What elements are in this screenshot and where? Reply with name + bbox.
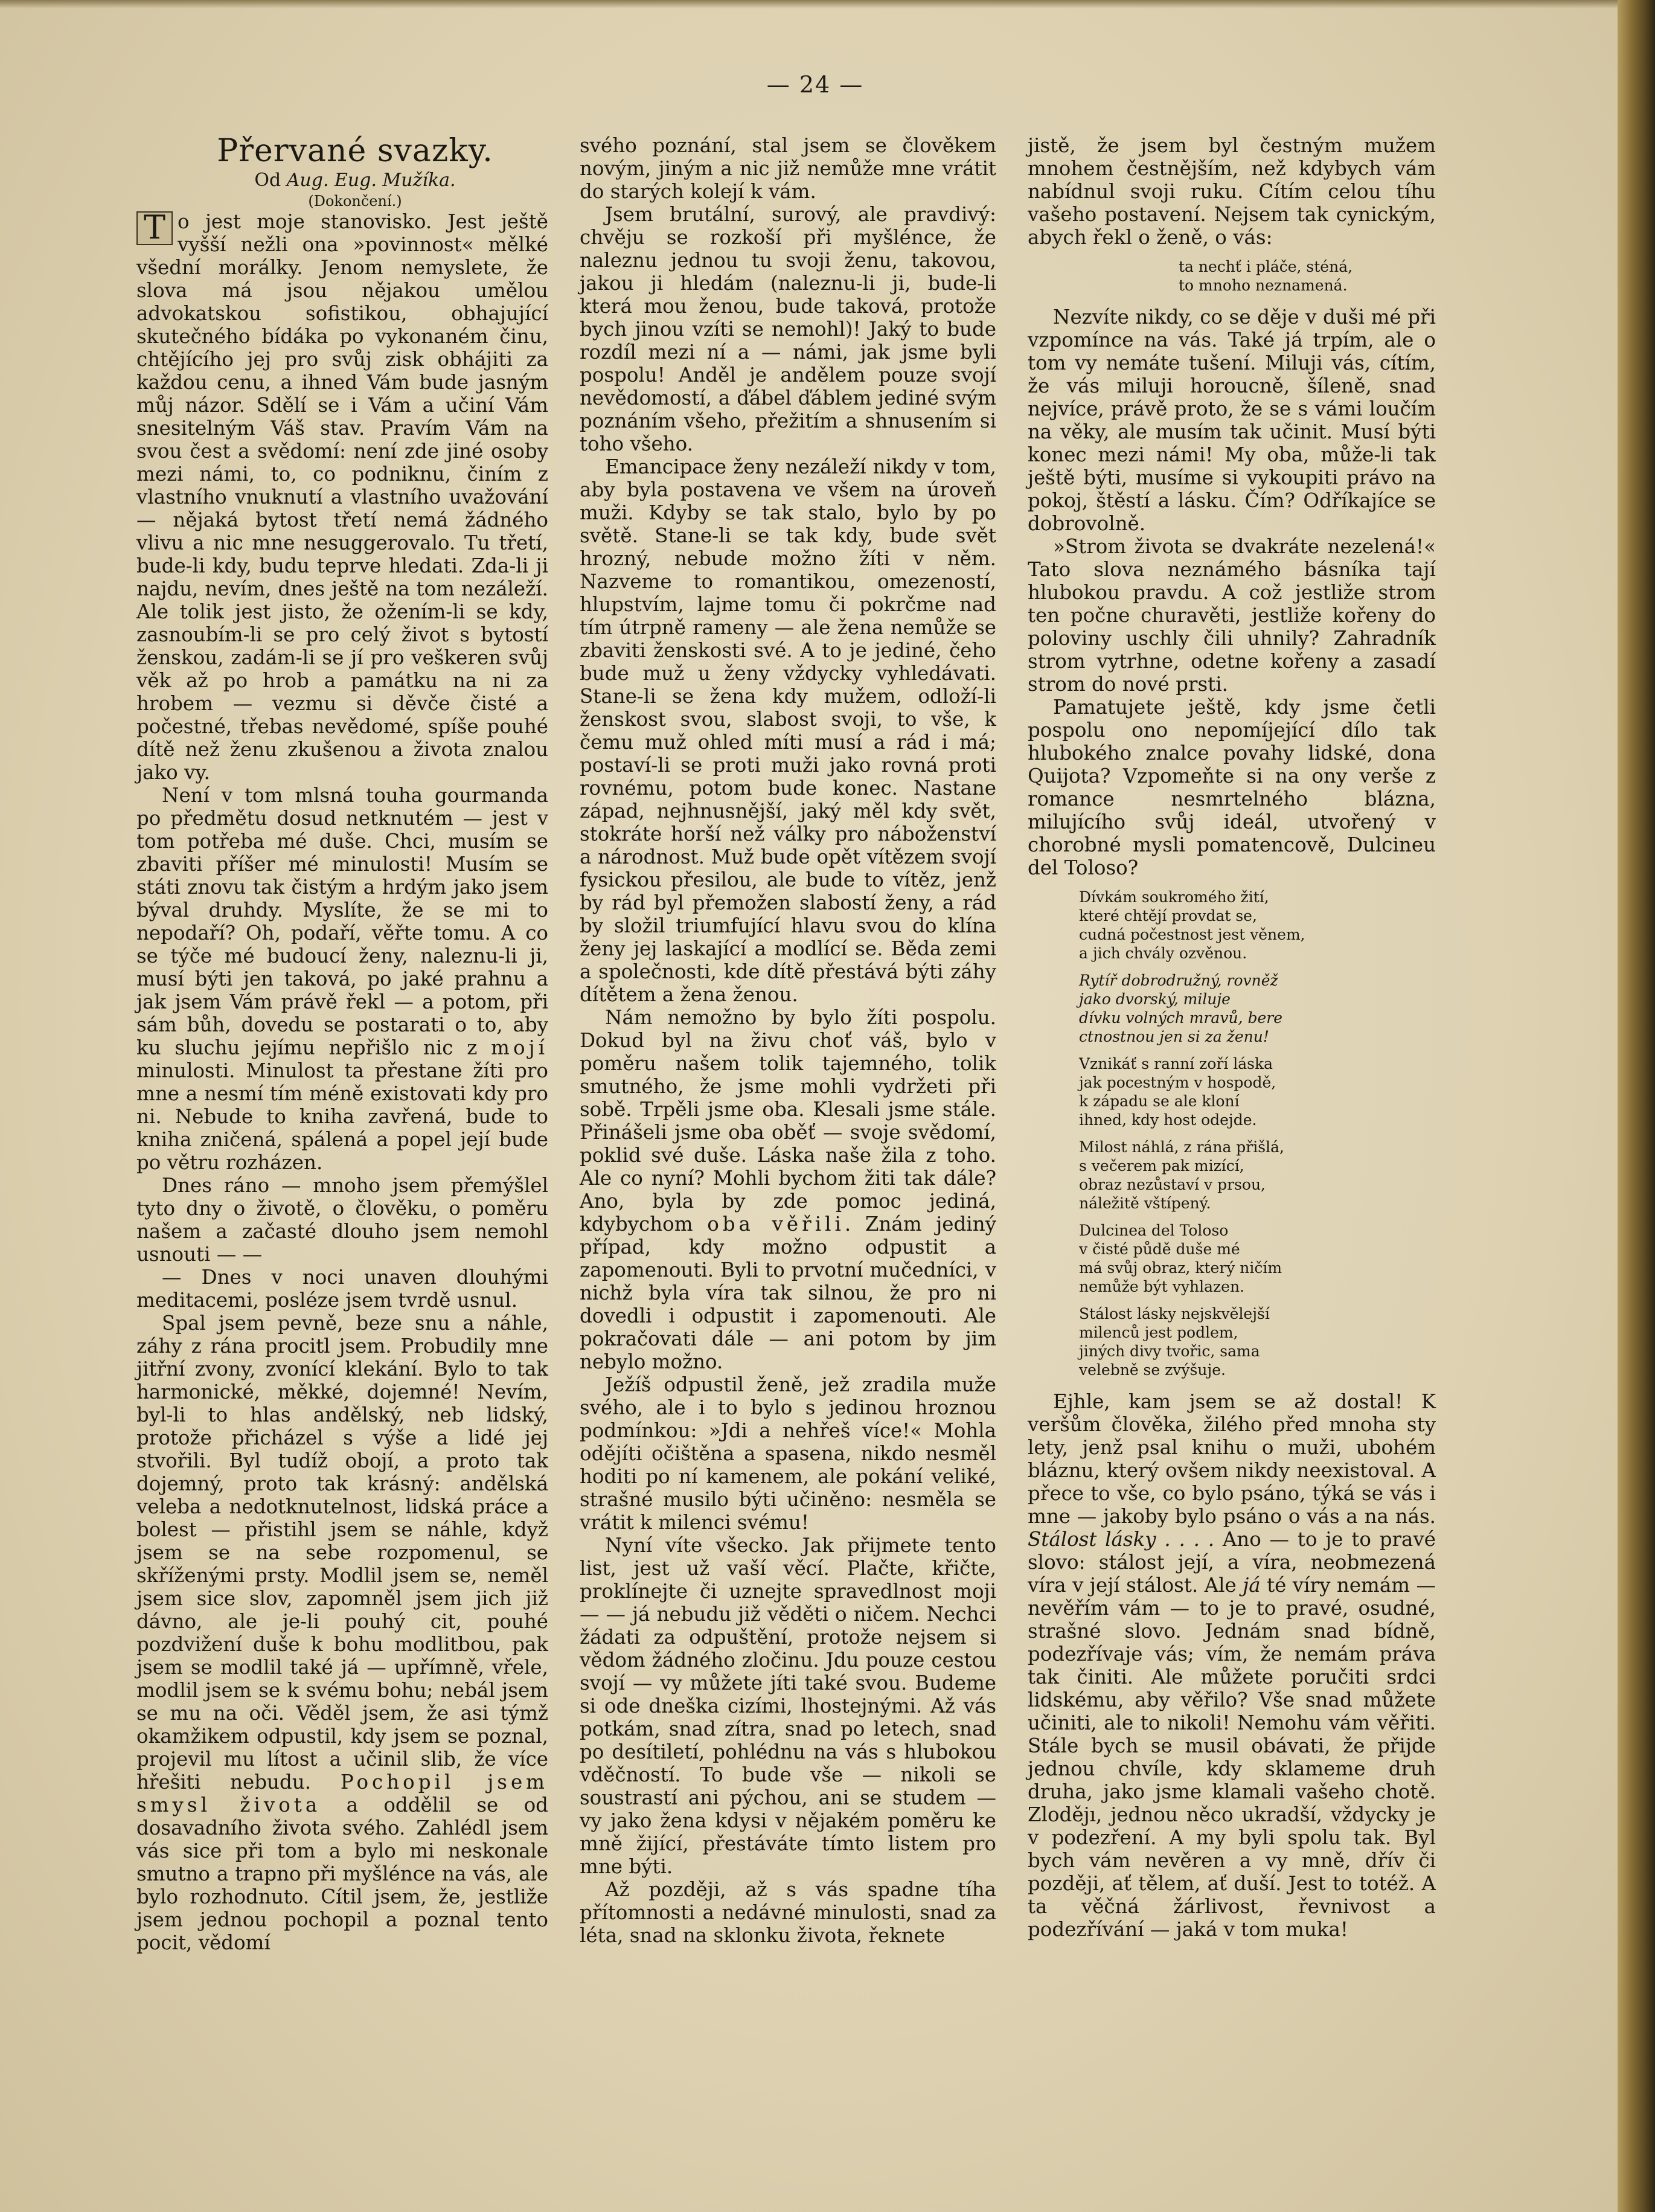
paragraph-text: té víry nemám — nevěřím vám — to je to pravé, osudné, strašné slovo. Jednám snad bídně, podezřívaje vás; vím, že nemám práva tak činiti. Ale můžete poručiti srdci lidskému, aby věřilo? Vše snad můžete učiniti, ale to nikoli! Nemohu vám věřiti. Stále bych se musil obávati, že přijde jednou chvíle, kdy sklameme druh druha, jako jsme klamali vašeho chotě. Zlodějı, jednou něco ukradší, vždycky je v podezření. A my byli spolu tak. Byl bych vám nevěren a vy mně, dřív či později, ať tělem, ať duší. Jest to totéž. A ta věčná žárlivost, řevnivost a podezřívání — jaká v tom muka! bbox=[1028, 1574, 1436, 1941]
emphasis-italic: Stálost lásky . . . . bbox=[1028, 1528, 1215, 1551]
column-3 bbox=[1028, 134, 1436, 1941]
stanza bbox=[1079, 1138, 1436, 1213]
verse-line: má svůj obraz, který ničím bbox=[1079, 1259, 1282, 1277]
paragraph: svého poznání, stal jsem se člověkem novým, jiným a nic již nemůže mne vrátit do starých kolejí k vám. bbox=[580, 134, 996, 203]
verse-line: milenců jest podlem, bbox=[1079, 1324, 1238, 1341]
verse-line: Dulcinea del Toloso bbox=[1079, 1222, 1229, 1239]
paragraph-text: Ano — to je to pravé slovo: stálost její, a víra, neobmezená víra v její stálost. Ale bbox=[1028, 1528, 1436, 1597]
stanza bbox=[1079, 1304, 1436, 1379]
verse-line: ctnostnou jen si za ženu! bbox=[1079, 1028, 1269, 1045]
paragraph bbox=[136, 210, 548, 784]
emphasis-spaced: mojí bbox=[491, 1036, 548, 1059]
emphasis-spaced: Pochopil jsem smysl života bbox=[136, 1771, 548, 1816]
verse-line: Stálost lásky nejskvělejší bbox=[1079, 1305, 1270, 1322]
paragraph: Emancipace ženy nezáleží nikdy v tom, aby byla postavena ve všem na úroveň muži. Kdyby se tak stalo, bylo by po světě. Stane-li se tak kdy, bude svět hrozný, nebude možno žíti v něm. Nazveme to romantikou, omezeností, hlupstvím, lajme tomu či pokrčme nad tím útrpně rameny — ale žena nemůže se zbaviti ženskosti své. A to je jediné, čeho bude muž u ženy vždycky vyhledávati. Stane-li se žena kdy mužem, odloží-li ženskost svou, slabost svoji, to vše, k čemu muž ohled míti musí a rád i má; postaví-li se proti muži jako rovná proti rovnému, potom bude konec. Nastane západ, nejhnusnější, jaký měl kdy svět, stokráte horší než války pro náboženství a národnost. Muž bude opět vítězem svojí fysickou přesilou, ale bude to vítěz, jenž by rád byl přemožen slabostí ženy, a rád by složil triumfující hlavu svou do klína ženy jej laskající a modlící se. Běda zemi a společnosti, kde dítě přestává býti záhy dítětem a žena ženou. bbox=[580, 455, 996, 1006]
drop-cap: T bbox=[136, 211, 173, 245]
paragraph bbox=[136, 1312, 548, 1954]
verse-quote bbox=[1028, 257, 1436, 295]
verse-line: ta nechť i pláče, sténá, bbox=[1179, 258, 1353, 275]
paragraph-text: minulosti. Minulost ta přestane žíti pro mne a nesmí tím méně existovati kdy pro ni. Nebude to kniha zavřená, bude to kniha zničená, spálená a popel její bude po větru rozházen. bbox=[136, 1059, 548, 1174]
verse-line: Vznikáť s ranní zoří láska bbox=[1079, 1055, 1273, 1072]
verse-line: k západu se ale kloní bbox=[1079, 1092, 1240, 1110]
paragraph-text: a oddělil se od dosavadního života svého. Zahlédl jsem vás sice při tom a bylo mi neskonale smutno a trapno při myšlénce na vás, ale bylo rozhodnuto. Cítil jsem, že, jestliže jsem jednou pochopil a poznal tento pocit, vědomí bbox=[136, 1794, 548, 1954]
verse-line: to mnoho neznamená. bbox=[1179, 277, 1348, 294]
verse-line: Dívkám soukromého žití, bbox=[1079, 888, 1269, 906]
verse-line: obraz nezůstaví v prsou, bbox=[1079, 1176, 1266, 1193]
paragraph: »Strom života se dvakráte nezelená!« Tato slova neznámého básníka tají hlubokou pravdu. A což jestliže strom ten počne churavěti, jestliže kořeny do polovinу uschly čili uhnily? Zahradník strom vytrhne, odetne kořeny a zasadí strom do nové prsti. bbox=[1028, 535, 1436, 696]
emphasis-spaced: oba věřili bbox=[707, 1213, 845, 1236]
paragraph-text: . Znám jediný případ, kdy možno odpustit a zapomenouti. Byli to prvotní mučedníci, v nichž byla víra tak silnou, že pro ni dovedli i odpustit i zapomenouti. Ale pokračovati dále — ani potom by jim nebylo možno. bbox=[580, 1213, 996, 1373]
byline-prefix: Od bbox=[254, 170, 281, 191]
article-title: Přervané svazky. bbox=[217, 133, 493, 169]
verse-line: nemůže být vyhlazen. bbox=[1079, 1278, 1244, 1295]
paragraph-text: Nám nemožno by bylo žíti pospolu. Dokud byl na živu choť váš, bylo v poměru našem tolik tajemného, tolik smutného, že jsme mohli vydržeti při sobě. Trpěli jsme oba. Klesali jsme stále. Přinášeli jsme oba oběť — svoje svědomí, poklid své duše. Láska naše žila z toho. Ale co nyní? Mohli bychom žiti tak dále? Ano, byla by zde pomoc jediná, kdybychom bbox=[580, 1006, 996, 1236]
paragraph-text: o jest moje stanovisko. Jest ještě vyšší nežli ona »povinnost« mělké všední morálky. Jenom nemyslete, že slova má jsou nějakou umělou advokatskou sofistikou, obhajující skutečného bídáka po vykonaném činu, chtějícího jej pro svůj zisk obhájiti za každou cenu, a ihned Vám bude jasným můj názor. Sdělí se i Vám a učiní Vám snesitelným Váš stav. Pravím Vám na svou čest a svědomí: není zde jiné osoby mezi námi, to, co podniknu, činím z vlastního vnuknutí a vlastního uvažování — nějaká bytost třetí nemá žádného vlivu a nic mne nesuggerovalo. Tu třetí, bude-li kdy, budu teprve hledati. Zda-li ji najdu, nevím, dnes ještě na tom nezáleží. Ale tolik jest jisto, že ožením-li se kdy, zasnoubím-li se pro celý život s bytostí ženskou, zadám-li se jí pro veškeren svůj věk až po hrob a památku na ni za hrobem — vezmu si děvče čisté a počestné, třebas nevědomé, spíše pouhé dítě než ženu zkušenou a života znalou jako vy. bbox=[136, 210, 548, 784]
byline bbox=[136, 169, 548, 192]
verse-line: jak pocestným v hospodě, bbox=[1079, 1074, 1276, 1091]
verse-line: které chtějí provdat se, bbox=[1079, 907, 1257, 925]
verse-line: a jich chvály ozvěnou. bbox=[1079, 944, 1247, 962]
paragraph bbox=[580, 1006, 996, 1373]
verse-line: Rytíř dobrodružný, rovněž bbox=[1079, 972, 1278, 989]
emphasis-italic: já bbox=[1243, 1574, 1261, 1597]
book-spine-edge bbox=[1618, 0, 1655, 2212]
verse-line: s večerem pak mizící, bbox=[1079, 1157, 1244, 1175]
paragraph: Ježíš odpustil ženě, jež zradila muže svého, ale i to bylo s jedinou hroznou podmínkou: »Jdi a nehřeš více!« Mohla odějíti očištěna a spasena, nikdo nesměl hoditi po ní kamenem, ale pokání veliké, strašné musilo býti učiněno: nesměla se vrátit k milenci svému! bbox=[580, 1373, 996, 1534]
verse-line: náležitě vštípený. bbox=[1079, 1194, 1211, 1212]
paragraph: Nyní víte všecko. Jak přijmete tento list, jest už vaší věcí. Plačte, křičte, proklínejte či uznejte spravedlnost moji — — já nebudu již věděti o ničem. Nechci žádati za odpuštění, protože nejsem si vědom žádného zločinu. Jdu pouze cestou svojí — vy můžete jíti také svou. Budeme si ode dneška cizími, lhostejnými. Až vás potkám, snad zítra, snad po letech, snad po desítiletí, pohlédnu na vás s hlubokou vděčností. To bude vše — nikoli se soustrastí ani pýchou, ani se studem — vy jako žena kdysi v nějakém poměru ke mně žijící, přestáváte tímto listem pro mne býti. bbox=[580, 1534, 996, 1878]
paragraph: Pamatujete ještě, kdy jsme četli pospolu ono nepomíjející dílo tak hlubokého znalce povahy lidské, dona Quijota? Vzpomeňte si na ony verše z romance nesmrtelného blázna, milujícího svůj ideál, utvořený v chorobné mysli pomatencově, Dulcineu del Toloso? bbox=[1028, 696, 1436, 879]
page-edge-top bbox=[0, 0, 1655, 8]
continuation-note: (Dokončení.) bbox=[308, 193, 402, 210]
paragraph: Dnes ráno — mnoho jsem přemýšlel tyto dny o životě, o člověku, o poměru našem a začasté dlouho jsem nemohl usnouti — — bbox=[136, 1174, 548, 1266]
paragraph bbox=[1028, 1390, 1436, 1941]
verse-line: ihned, kdy host odejde. bbox=[1079, 1111, 1257, 1129]
stanza bbox=[1079, 888, 1436, 963]
romance-verses bbox=[1028, 888, 1436, 1379]
verse-line: cudná počestnost jest věnem, bbox=[1079, 926, 1305, 943]
paragraph: — Dnes v noci unaven dlouhými meditacemi, posléze jsem tvrdě usnul. bbox=[136, 1266, 548, 1312]
paragraph: Jsem brutální, surový, ale pravdivý: chvěju se rozkoší při myšlénce, že naleznu jednou tu svoji ženu, takovou, jakou ji hledám (naleznu-li ji, bude-li která mou ženou, bude taková, protože bych jinou vzíti se nemohl)! Jaký to bude rozdíl mezi ní a — námi, jak jsme byli pospolu! Anděl je andělem pouze svojí nevědomostí, a ďábel ďáblem jediné svým poznáním všeho, přežitím a shnusením si toho všeho. bbox=[580, 203, 996, 455]
verse-line: jiných divy tvořic, sama bbox=[1079, 1342, 1260, 1360]
verse-line: Milost náhlá, z rána přišlá, bbox=[1079, 1138, 1284, 1156]
stanza bbox=[1079, 971, 1436, 1046]
verse-line: v čisté půdě duše mé bbox=[1079, 1240, 1240, 1258]
paragraph: Až později, až s vás spadne tíha přítomnosti a nedávné minulosti, snad za léta, snad na sklonku života, řeknete bbox=[580, 1878, 996, 1947]
column-1 bbox=[136, 133, 548, 1954]
paragraph: jistě, že jsem byl čestným mužem mnohem čestnějším, než kdybych vám nabídnul svoji ruku. Cítím celou tíhu vašeho postavení. Nejsem tak cynickým, abych řekl o ženě, o vás: bbox=[1028, 134, 1436, 249]
paragraph bbox=[136, 784, 548, 1174]
author: Aug. Eug. Mužíka. bbox=[286, 170, 456, 191]
paragraph: Nezvíte nikdy, co se děje v duši mé při vzpomínce na vás. Také já trpím, ale o tom vy nemáte tušení. Miluji vás, cítím, že vás miluji horoucně, šíleně, snad nejvíce, právě proto, že se s vámi loučím na věky, ale musím tak učinit. Musí býti konec mezi námi! My oba, může-li tak ještě býti, musíme si vykoupiti právo na pokoj, štěstí a lásku. Čím? Odříkajíce se dobrovolně. bbox=[1028, 306, 1436, 535]
stanza bbox=[1079, 1054, 1436, 1129]
verse-line: velebně se zvýšuje. bbox=[1079, 1361, 1226, 1379]
paragraph-text: Spal jsem pevně, beze snu a náhle, záhy z rána procitl jsem. Probudily mne jitřní zvony, zvonící klekání. Bylo to tak harmonické, měkké, dojemné! Nevím, byl-li to hlas andělský, neb lidský, protože přicházel s výše a lidé jej stvořili. Byl tudíž obojí, a proto tak dojemný, proto tak krásný: andělská veleba a nedotknutelnost, lidská práce a bolest — přistihl jsem se náhle, když jsem se na sebe rozpomenul, se skříženými prsty. Modlil jsem se, neměl jsem sice slov, zapomněl jsem jich již dávno, ale je-li pouhý cit, pouhé pozdvižení duše k bohu modlitbou, pak jsem se modlil také já — upřímně, vřele, modlil jsem se k svému bohu; nebál jsem se mu na oči. Věděl jsem, že asi týmž okamžikem odpustil, kdy jsem se poznal, projevil mu lítost a učinil slib, že více hřešiti nebudu. bbox=[136, 1312, 548, 1794]
paragraph-text: Není v tom mlsná touha gourmanda po předmětu dosud netknutém — jest v tom potřeba mé duše. Chci, musím se zbaviti příšer mé minulosti! Musím se státi znovu tak čistým a hrdým jako jsem býval druhdy. Myslíte, že se mi to nepodaří? Oh, podaří, věřte tomu. A co se týče mé budoucí ženy, naleznu-li ji, musí býti jen taková, po jaké prahnu a jak jsem Vám právě řekl — a potom, při sám bůh, dovedu se postarati o to, aby ku sluchu jejímu nepřišlo nic z bbox=[136, 784, 548, 1059]
page-number: — 24 — bbox=[766, 71, 864, 98]
verse-line: dívku volných mravů, bere bbox=[1079, 1009, 1282, 1027]
column-2 bbox=[580, 134, 996, 1947]
stanza bbox=[1079, 1221, 1436, 1296]
verse-line: jako dvorský, miluje bbox=[1079, 990, 1231, 1008]
paragraph-text: Ejhle, kam jsem se až dostal! K veršům člověka, žilého před mnoha sty lety, jenž psal knihu o muži, ubohém bláznu, který ovšem nikdy neexistoval. A přece to vše, co bylo psáno, týká se vás i mne — jakoby bylo psáno o vás a na nás. bbox=[1028, 1390, 1436, 1528]
